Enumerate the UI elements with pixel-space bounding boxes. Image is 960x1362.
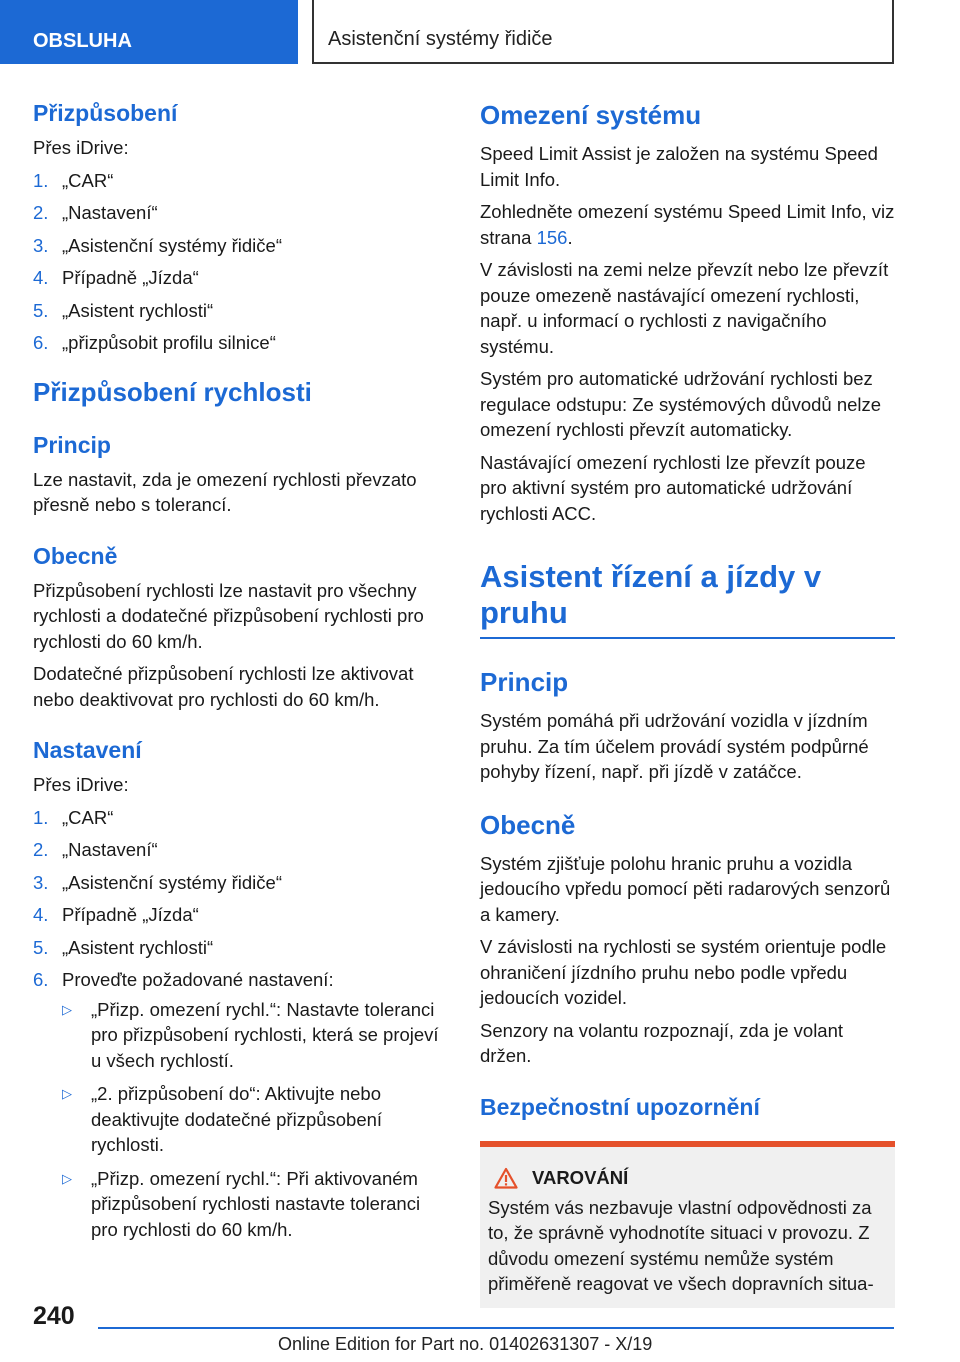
list-item [33, 902, 451, 928]
footer-divider [98, 1327, 894, 1329]
heading-omezeni-systemu: Omezení systému [480, 100, 702, 130]
triangle-bullet-icon: ▷ [62, 1170, 72, 1186]
step-number: 3. [33, 871, 49, 893]
heading-bezpecnostni-upozorneni: Bezpečnostní upozornění [480, 1093, 760, 1120]
step-text: „Nastavení“ [62, 839, 158, 860]
chapter-title: Asistenční systémy řidiče [312, 0, 894, 64]
substep-text: „Přizp. omezení rychl.“: Při aktivovaném přizpůsobení rychlosti nastavte toleranci pro rychlosti do 60 km/h. [91, 1167, 421, 1240]
paragraph: Senzory na volantu rozpoznají, zda je volant držen. [480, 1019, 844, 1066]
paragraph: Systém pomáhá při udržování vozidla v jízdním pruhu. Za tím účelem provádí systém podpůrné pohyby řízení, např. při jízdě v zatáčce. [480, 710, 869, 782]
step-number: 4. [33, 267, 49, 288]
right-column [480, 100, 895, 1308]
page-link[interactable]: 156 [536, 226, 568, 248]
step-text: „Asistent rychlosti“ [62, 936, 214, 958]
step-number: 6. [33, 332, 49, 353]
step-number: 4. [33, 904, 49, 925]
paragraph: Přizpůsobení rychlosti lze nastavit pro všechny rychlosti a dodatečné přizpůsobení rychlosti pro rychlosti do 60 km/h. [33, 579, 424, 652]
step-text: Případně „Jízda“ [62, 267, 199, 288]
step-text: „přizpůsobit profilu silnice“ [62, 332, 276, 353]
substeps-list [62, 997, 451, 1243]
list-item [33, 967, 451, 1242]
paragraph: Systém pro automatické udržování rychlosti bez regulace odstupu: Ze systémových důvodů nelze omezení rychlosti převzít automaticky. [480, 368, 882, 440]
princip-text: Lze nastavit, zda je omezení rychlosti převzato přesně nebo s tolerancí. [33, 468, 417, 515]
step-text: „Asistenční systémy řidiče“ [62, 871, 282, 893]
step-number: 1. [33, 806, 49, 828]
warning-text: Systém vás nezbavuje vlastní odpovědnosti za to, že správně vyhodnotíte situaci v provozu. Z důvodu omezení systému nemůže systém přiměřeně reagovat ve všech dopravních situa- [488, 1196, 874, 1294]
step-number: 5. [33, 936, 49, 958]
paragraph: V závislosti na zemi nelze převzít nebo lze převzít pouze omezeně nastávající omezení rychlosti, např. u informací o rychlosti z navigačního systému. [480, 259, 889, 357]
step-text: „Asistenční systémy řidiče“ [62, 234, 282, 256]
list-item [33, 265, 451, 291]
list-item [33, 870, 451, 896]
footer-edition: Online Edition for Part no. 01402631307 - X/19 [278, 1334, 653, 1354]
heading-asistent-rizeni: Asistent řízení a jízdy v pruhu [480, 559, 822, 630]
step-text: „Asistent rychlosti“ [62, 299, 214, 321]
list-item [33, 837, 451, 863]
list-item [33, 935, 451, 961]
triangle-bullet-icon: ▷ [62, 1001, 72, 1017]
list-item [33, 200, 451, 226]
heading-obecne: Obecně [33, 542, 118, 569]
warning-header [488, 1167, 887, 1189]
triangle-bullet-icon: ▷ [62, 1086, 72, 1101]
intro-text: Přes iDrive: [33, 137, 129, 158]
list-item [62, 997, 451, 1074]
heading-princip: Princip [33, 431, 111, 458]
step-text: „Nastavení“ [62, 202, 158, 223]
paragraph-with-link [480, 199, 895, 250]
list-item [33, 168, 451, 194]
heading-princip: Princip [480, 667, 569, 697]
warning-box [480, 1141, 895, 1308]
steps-list-2 [33, 805, 451, 1243]
list-item [62, 1166, 451, 1243]
paragraph-text: Zohledněte omezení systému Speed Limit Info, viz strana [480, 201, 895, 248]
list-item [33, 330, 451, 356]
substep-text: „2. přizpůsobení do“: Aktivujte nebo deaktivujte dodatečné přizpůsobení rychlosti. [91, 1083, 383, 1155]
warning-triangle-icon [494, 1167, 518, 1189]
step-number: 2. [33, 839, 49, 860]
heading-nastaveni: Nastavení [33, 737, 142, 763]
list-item [33, 233, 451, 259]
list-item [33, 805, 451, 831]
step-number: 5. [33, 299, 49, 321]
warning-label: VAROVÁNÍ [532, 1166, 629, 1188]
heading-prizpusobeni-rychlosti: Přizpůsobení rychlosti [33, 376, 312, 407]
page-number: 240 [33, 1302, 75, 1330]
list-item [62, 1081, 451, 1158]
paragraph: Systém zjišťuje polohu hranic pruhu a vozidla jedoucího vpředu pomocí pěti radarových senzorů a kamery. [480, 852, 891, 925]
substep-text: „Přizp. omezení rychl.“: Nastavte toleranci pro přizpůsobení rychlosti, která se projeví u všech rychlostí. [91, 998, 439, 1071]
step-text: „CAR“ [62, 806, 114, 828]
intro-text: Přes iDrive: [33, 774, 129, 795]
step-number: 3. [33, 234, 49, 256]
paragraph: Speed Limit Assist je založen na systému Speed Limit Info. [480, 143, 878, 190]
step-number: 6. [33, 969, 49, 990]
list-item [33, 298, 451, 324]
chapter-heading-block [480, 559, 895, 639]
left-column [33, 100, 451, 1250]
paragraph: Nastávající omezení rychlosti lze převzít pouze pro aktivní systém pro automatické udržování rychlosti ACC. [480, 451, 866, 524]
heading-prizpusobeni: Přizpůsobení [33, 100, 178, 126]
step-text: Případně „Jízda“ [62, 904, 199, 925]
step-text: Proveďte požadované nastavení: [62, 969, 334, 990]
step-text: „CAR“ [62, 169, 114, 191]
paragraph: V závislosti na rychlosti se systém orientuje podle ohraničení jízdního pruhu nebo podle vpředu jedoucích vozidel. [480, 936, 887, 1008]
step-number: 2. [33, 202, 49, 223]
step-number: 1. [33, 169, 49, 191]
paragraph-text: . [567, 226, 573, 248]
paragraph: Dodatečné přizpůsobení rychlosti lze aktivovat nebo deaktivovat pro rychlosti do 60 km/h. [33, 663, 414, 710]
section-tab: OBSLUHA [0, 0, 298, 64]
heading-obecne: Obecně [480, 809, 576, 840]
steps-list-1 [33, 168, 451, 356]
